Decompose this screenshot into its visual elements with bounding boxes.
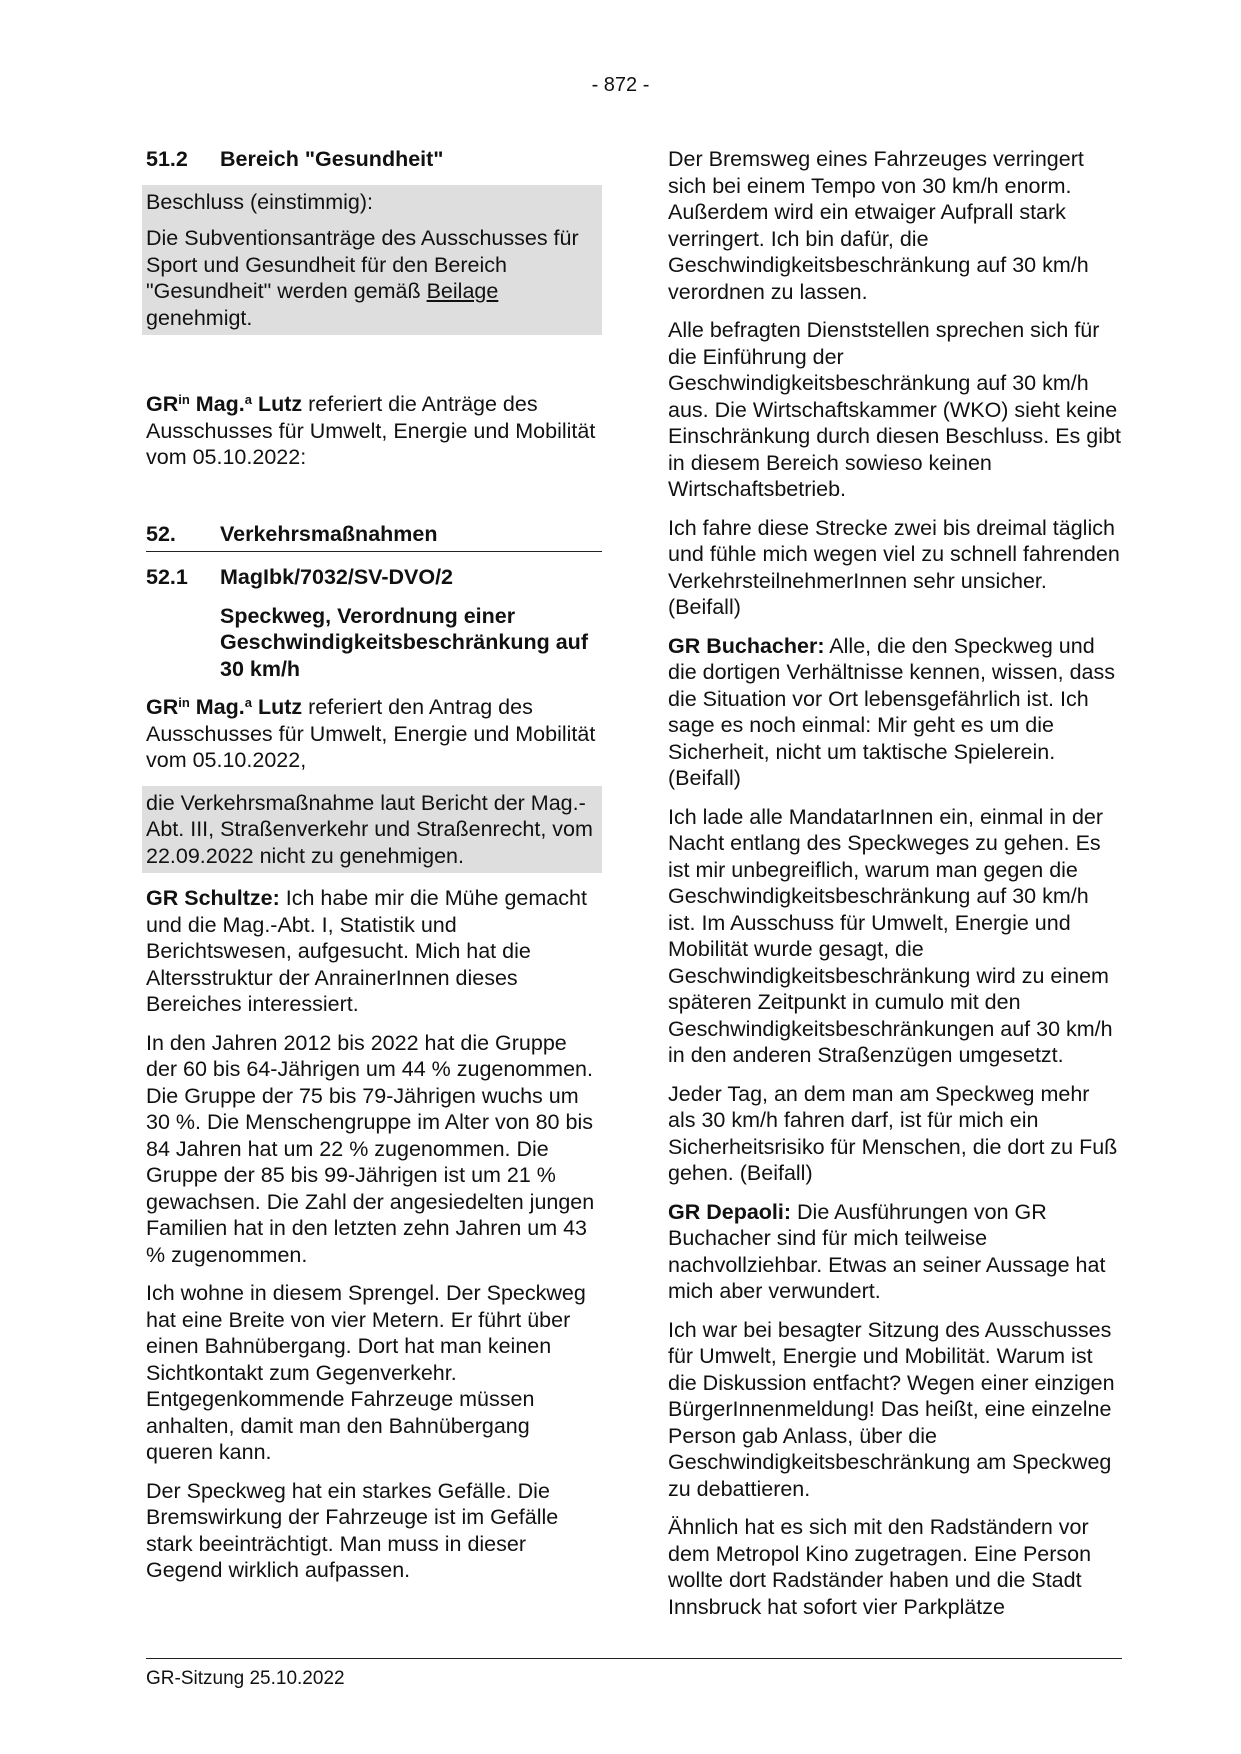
attachment-link[interactable]: Beilage	[426, 279, 499, 303]
paragraph: Der Bremsweg eines Fahrzeuges verringert sich bei einem Tempo von 30 km/h enorm. Außerdem wird ein etwaiger Aufprall stark verringert. Ich bin dafür, die Geschwindigkeitsbeschränkung auf 30 km/h verordnen zu lassen.	[668, 147, 1089, 304]
speaker-name: GR Buchacher:	[668, 633, 825, 658]
speaker-name: $GR^{in}$ Mag.$^a$ Lutz	[146, 392, 303, 416]
speaker-paragraph: $GR^{in}$ Mag.$^a$ Lutz referiert die Anträge des Ausschusses für Umwelt, Energie und Mobilität vom 05.10.2022:	[146, 392, 596, 469]
left-column	[146, 146, 602, 1596]
resolution-text: Die Subventionsanträge des Ausschusses für Sport und Gesundheit für den Bereich "Gesundheit" werden gemäß Beilage genehmigt.	[146, 226, 579, 330]
speaker-paragraph: $GR^{in}$ Mag.$^a$ Lutz referiert den Antrag des Ausschusses für Umwelt, Energie und Mobilität vom 05.10.2022,	[146, 695, 596, 772]
paragraph: Ich wohne in diesem Sprengel. Der Speckweg hat eine Breite von vier Metern. Er führt über einen Bahnübergang. Dort hat man keinen Sichtkontakt zum Gegenverkehr. Entgegenkommende Fahrzeuge müssen anhalten, damit man den Bahnübergang queren kann.	[146, 1281, 586, 1464]
speaker-name: GR Schultze:	[146, 886, 280, 910]
paragraph: Ich war bei besagter Sitzung des Ausschusses für Umwelt, Energie und Mobilität. Warum ist die Diskussion entfacht? Wegen einer einzigen BürgerInnenmeldung! Das heißt, eine einzelne Person gab Anlass, über die Geschwindigkeitsbeschränkung am Speckweg zu debattieren.	[668, 1317, 1115, 1501]
speaker-paragraph: GR Buchacher: Alle, die den Speckweg und die dortigen Verhältnisse kennen, wissen, dass die Situation vor Ort lebensgefährlich ist. Ich sage es noch einmal: Mir geht es um die Sicherheit, nicht um taktische Spielerein. (Beifall)	[668, 633, 1115, 790]
heading-number: 52.	[146, 521, 176, 546]
paragraph: In den Jahren 2012 bis 2022 hat die Gruppe der 60 bis 64-Jährigen um 44 % zugenommen. Die Gruppe der 75 bis 79-Jährigen wuchs um 30 %. Die Menschengruppe im Alter von 80 bis 84 Jahren hat um 22 % zugenommen. Die Gruppe der 85 bis 99-Jährigen ist um 21 % gewachsen. Die Zahl der angesiedelten jungen Familien hat in den letzten zehn Jahren um 43 % zugenommen.	[146, 1030, 595, 1267]
heading-title: MagIbk/7032/SV-DVO/2	[220, 565, 454, 589]
resolution-label: Beschluss (einstimmig):	[146, 189, 373, 214]
item-subtitle: Speckweg, Verordnung einer Geschwindigkeitsbeschränkung auf 30 km/h	[220, 603, 588, 681]
speaker-name: GR Depaoli:	[668, 1199, 792, 1224]
motion-text: die Verkehrsmaßnahme laut Bericht der Mag.-Abt. III, Straßenverkehr und Straßenrecht, vom 22.09.2022 nicht zu genehmigen.	[146, 790, 593, 868]
speaker-paragraph: GR Depaoli: Die Ausführungen von GR Buchacher sind für mich teilweise nachvollziehbar. Etwas an seiner Aussage hat mich aber verwundert.	[668, 1199, 1106, 1303]
heading-number: 51.2	[146, 147, 188, 171]
motion-box	[142, 786, 602, 874]
paragraph: Jeder Tag, an dem man am Speckweg mehr als 30 km/h fahren darf, ist für mich ein Sicherheitsrisiko für Menschen, die dort zu Fuß gehen. (Beifall)	[668, 1081, 1118, 1185]
speaker-paragraph: GR Schultze: Ich habe mir die Mühe gemacht und die Mag.-Abt. I, Statistik und Berichtswesen, aufgesucht. Mich hat die Altersstruktur der AnrainerInnen dieses Bereiches interessiert.	[146, 886, 587, 1016]
paragraph: Alle befragten Dienststellen sprechen sich für die Einführung der Geschwindigkeitsbeschränkung auf 30 km/h aus. Die Wirtschaftskammer (WKO) sieht keine Einschränkung durch diesen Beschluss. Es gibt in diesem Bereich sowieso keinen Wirtschaftsbetrieb.	[668, 318, 1121, 501]
footer-text: GR-Sitzung 25.10.2022	[146, 1668, 345, 1689]
right-column	[668, 146, 1122, 1632]
page-number: - 872 -	[591, 74, 650, 96]
paragraph: Ich fahre diese Strecke zwei bis dreimal täglich und fühle mich wegen viel zu schnell fahrenden VerkehrsteilnehmerInnen sehr unsicher. (Beifall)	[668, 515, 1120, 619]
heading-title: Bereich "Gesundheit"	[220, 147, 444, 171]
paragraph: Der Speckweg hat ein starkes Gefälle. Die Bremswirkung der Fahrzeuge ist im Gefälle stark beeinträchtigt. Man muss in dieser Gegend wirklich aufpassen.	[146, 1478, 559, 1582]
paragraph: Ähnlich hat es sich mit den Radständern vor dem Metropol Kino zugetragen. Eine Person wollte dort Radständer haben und die Stadt Innsbruck hat sofort vier Parkplätze	[668, 1515, 1092, 1619]
heading-51-2	[146, 146, 602, 173]
heading-title: Verkehrsmaßnahmen	[220, 521, 438, 546]
heading-52	[146, 521, 602, 553]
paragraph: Ich lade alle MandatarInnen ein, einmal in der Nacht entlang des Speckweges zu gehen. Es ist mir unbegreiflich, warum man gegen die Geschwindigkeitsbeschränkung auf 30 km/h ist. Im Ausschuss für Umwelt, Energie und Mobilität wurde gesagt, die Geschwindigkeitsbeschränkung wird zu einem späteren Zeitpunkt in cumulo mit den Geschwindigkeitsbeschränkungen auf 30 km/h in den anderen Straßenzügen umgesetzt.	[668, 804, 1113, 1067]
speaker-name: $GR^{in}$ Mag.$^a$ Lutz	[146, 695, 303, 719]
heading-52-1	[146, 564, 602, 591]
footer-divider	[146, 1658, 1122, 1659]
heading-number: 52.1	[146, 565, 188, 589]
resolution-box	[142, 185, 602, 336]
